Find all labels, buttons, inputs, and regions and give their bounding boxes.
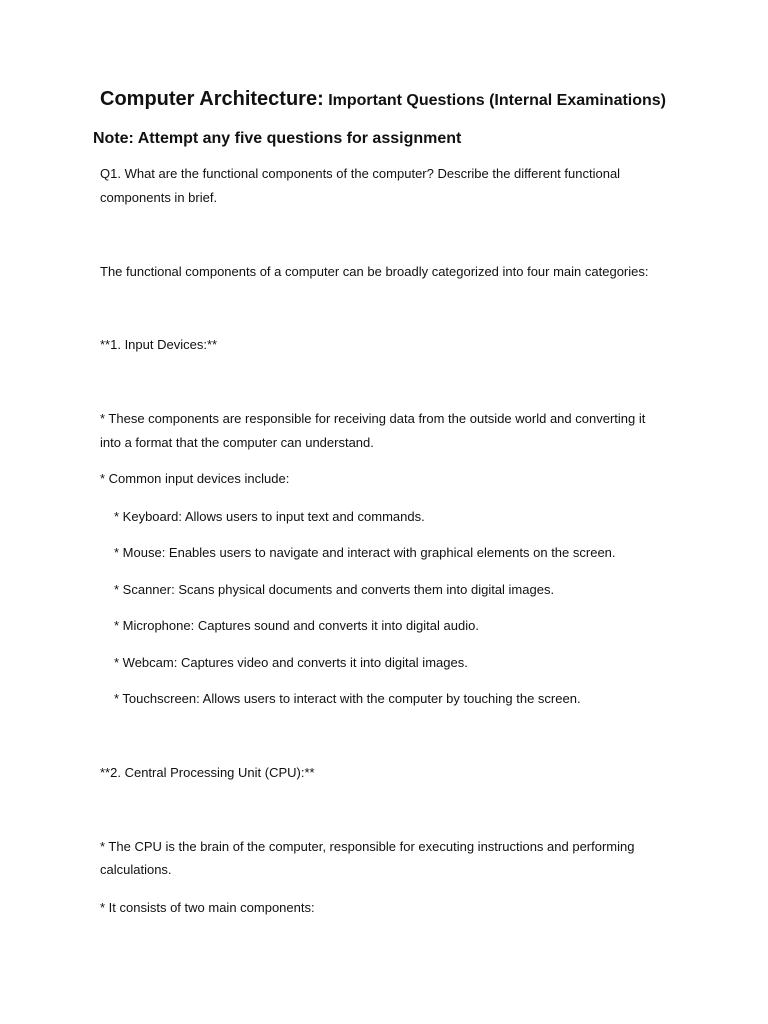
cpu-bullet-1-line-2: calculations.	[100, 862, 172, 877]
input-bullet-2: * Common input devices include:	[100, 471, 290, 486]
title-main: Computer Architecture:	[100, 88, 324, 110]
heading-input-devices: **1. Input Devices:**	[100, 337, 218, 352]
input-bullet-1-line-1: * These components are responsible for receiving data from the outside world and converting it	[100, 411, 646, 426]
device-item-webcam: * Webcam: Captures video and converts it into digital images.	[114, 655, 468, 670]
title-subtitle: Important Questions (Internal Examinations)	[328, 92, 667, 109]
cpu-bullet-1-line-1: * The CPU is the brain of the computer, responsible for executing instructions and performing	[100, 839, 635, 854]
intro-paragraph: The functional components of a computer can be broadly categorized into four main categories:	[100, 264, 649, 279]
question-1-line-1: Q1. What are the functional components of the computer? Describe the different functional	[100, 166, 621, 181]
device-item-scanner: * Scanner: Scans physical documents and converts them into digital images.	[114, 582, 555, 597]
cpu-bullet-2: * It consists of two main components:	[100, 900, 315, 915]
document-title	[100, 88, 666, 111]
heading-cpu: **2. Central Processing Unit (CPU):**	[100, 765, 315, 780]
device-item-mouse: * Mouse: Enables users to navigate and interact with graphical elements on the screen.	[114, 545, 616, 560]
question-1-line-2: components in brief.	[100, 190, 218, 205]
assignment-note: Note: Attempt any five questions for assignment	[93, 130, 462, 147]
device-item-touchscreen: * Touchscreen: Allows users to interact with the computer by touching the screen.	[114, 691, 581, 706]
input-bullet-1-line-2: into a format that the computer can understand.	[100, 435, 374, 450]
device-item-microphone: * Microphone: Captures sound and converts it into digital audio.	[114, 618, 479, 633]
device-item-keyboard: * Keyboard: Allows users to input text and commands.	[114, 509, 425, 524]
